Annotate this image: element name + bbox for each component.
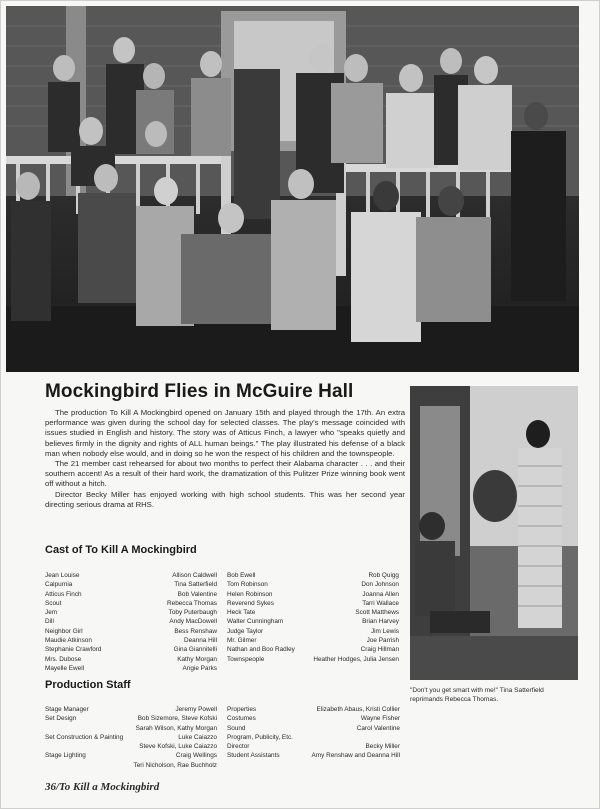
staff-role: Sound [227,724,246,732]
cast-role: Judge Taylor [227,627,264,635]
article-paragraph: Director Becky Miller has enjoyed working with high school students. This was her second year directing serious drama at RHS. [45,489,405,509]
cast-role: Scout [45,599,62,607]
cast-actor: Brian Harvey [362,618,399,626]
cast-role: Mrs. Dubose [45,655,82,663]
cast-actor: Don Johnson [361,581,399,589]
cast-actor: Deanna Hill [183,637,217,645]
staff-heading: Production Staff [45,679,131,691]
cast-group-photo-drawing [6,6,579,372]
scene-photo [410,386,578,680]
cast-role: Mr. Gilmer [227,637,257,645]
cast-actor: Bob Valentine [177,590,217,598]
scene-photo-drawing [410,386,578,680]
cast-role: Tom Robinson [227,581,268,589]
photo-caption: "Don't you get smart with me!" Tina Satterfield reprimands Rebecca Thomas. [410,687,544,703]
staff-role: Costumes [227,715,256,723]
cast-actor: Kathy Morgan [177,655,217,663]
cast-left-actors [135,571,217,673]
staff-row [45,733,400,742]
staff-names: Becky Miller [365,743,400,751]
cast-actor: Joanna Allen [362,590,399,598]
staff-role: Director [227,743,250,751]
cast-actor: Heather Hodges, Julia Jensen [313,655,399,663]
staff-names: Teri Nicholson, Rae Buchholz [133,761,217,769]
cast-role: Mayelle Ewell [45,664,85,672]
page-folio: 36/To Kill a Mockingbird [45,781,160,793]
cast-role: Walter Cunningham [227,618,284,626]
staff-role: Student Assistants [227,752,280,760]
cast-role: Calpurnia [45,581,73,589]
cast-actor: Joe Parrish [366,637,399,645]
cast-role: Dill [45,618,54,626]
cast-actor: Tarri Wallace [362,599,399,607]
cast-actor: Andy MacDowell [169,618,217,626]
staff-row [45,705,400,714]
cast-role: Jean Louise [45,572,80,579]
staff-row [45,724,400,733]
article-body [45,408,405,510]
cast-actor: Jim Lewis [370,627,399,635]
cast-left-roles [45,571,103,673]
staff-names: Bob Sizemore, Steve Kofski [137,715,217,723]
staff-row [45,751,400,760]
staff-names: Sarah Wilson, Kathy Morgan [135,724,217,732]
cast-role: Stephanie Crawford [45,646,102,654]
cast-heading: Cast of To Kill A Mockingbird [45,544,197,556]
cast-role: Nathan and Boo Radley [227,646,295,654]
cast-actor: Angie Parks [182,664,217,672]
article-paragraph: The 21 member cast rehearsed for about two months to perfect their Alabama character . . . and their southern accent! As a result of their hard work, the dramatization of this Pulitzer Prize winning book went off without a hitch. [45,459,405,489]
staff-names: Steve Kofski, Luke Caiazzo [139,743,217,751]
staff-names: Amy Renshaw and Deanna Hill [311,752,400,760]
cast-actor: Rebecca Thomas [167,599,217,607]
staff-role: Stage Lighting [45,752,86,760]
cast-role: Maudie Atkinson [45,637,92,645]
cast-role: Bob Ewell [227,572,256,579]
staff-row [45,761,400,770]
cast-actor: Allison Caldwell [172,572,217,579]
cast-actor: Tina Satterfield [174,581,217,589]
cast-actor: Bess Renshaw [174,627,217,635]
staff-names: Elizabeth Abaus, Kristi Collier [316,706,400,713]
staff-names: Jeremy Powell [175,706,217,713]
staff-list [45,705,400,770]
article-paragraph: The production To Kill A Mockingbird opened on January 15th and played through the 17th. An extra performance was given during the school day for selected classes. The play's message coincided with issues studied in English and history. The story was of Atticus Finch, a lawyer who "speaks quietly and believes firmly in the dignity and rights of ALL human beings." The play illustrated his defense of a black man when nobody else would, and in doing so he won the respect of his children and the townspeople. [45,408,405,458]
cast-role: Reverend Sykes [227,599,274,607]
cast-actor: Toby Puterbaugh [168,609,217,617]
cast-role: Neighbor Girl [45,627,83,635]
cast-role: Helen Robinson [227,590,273,598]
staff-row [45,714,400,723]
cast-actor: Scott Matthews [355,609,399,617]
cast-role: Jem [45,609,58,617]
cast-group-photo [6,6,579,372]
staff-row [45,742,400,751]
article-headline: Mockingbird Flies in McGuire Hall [45,381,354,402]
cast-actor: Craig Hillman [360,646,399,654]
staff-role: Stage Manager [45,706,89,713]
staff-names: Wayne Fisher [360,715,400,723]
cast-role: Heck Tate [227,609,256,617]
staff-role: Program, Publicity, Etc. [227,733,293,741]
staff-role: Properties [227,706,257,713]
cast-actor: Gina Giannitelli [173,646,217,654]
staff-names: Craig Wellings [175,752,217,760]
cast-role: Atticus Finch [45,590,82,598]
cast-right-actors [295,571,399,664]
staff-names: Luke Caiazzo [178,733,217,741]
cast-role: Townspeople [227,655,265,663]
staff-role: Set Construction & Painting [45,733,124,741]
staff-names: Carol Valentine [356,724,400,732]
cast-actor: Rob Quigg [368,572,399,579]
staff-role: Set Design [45,715,77,723]
